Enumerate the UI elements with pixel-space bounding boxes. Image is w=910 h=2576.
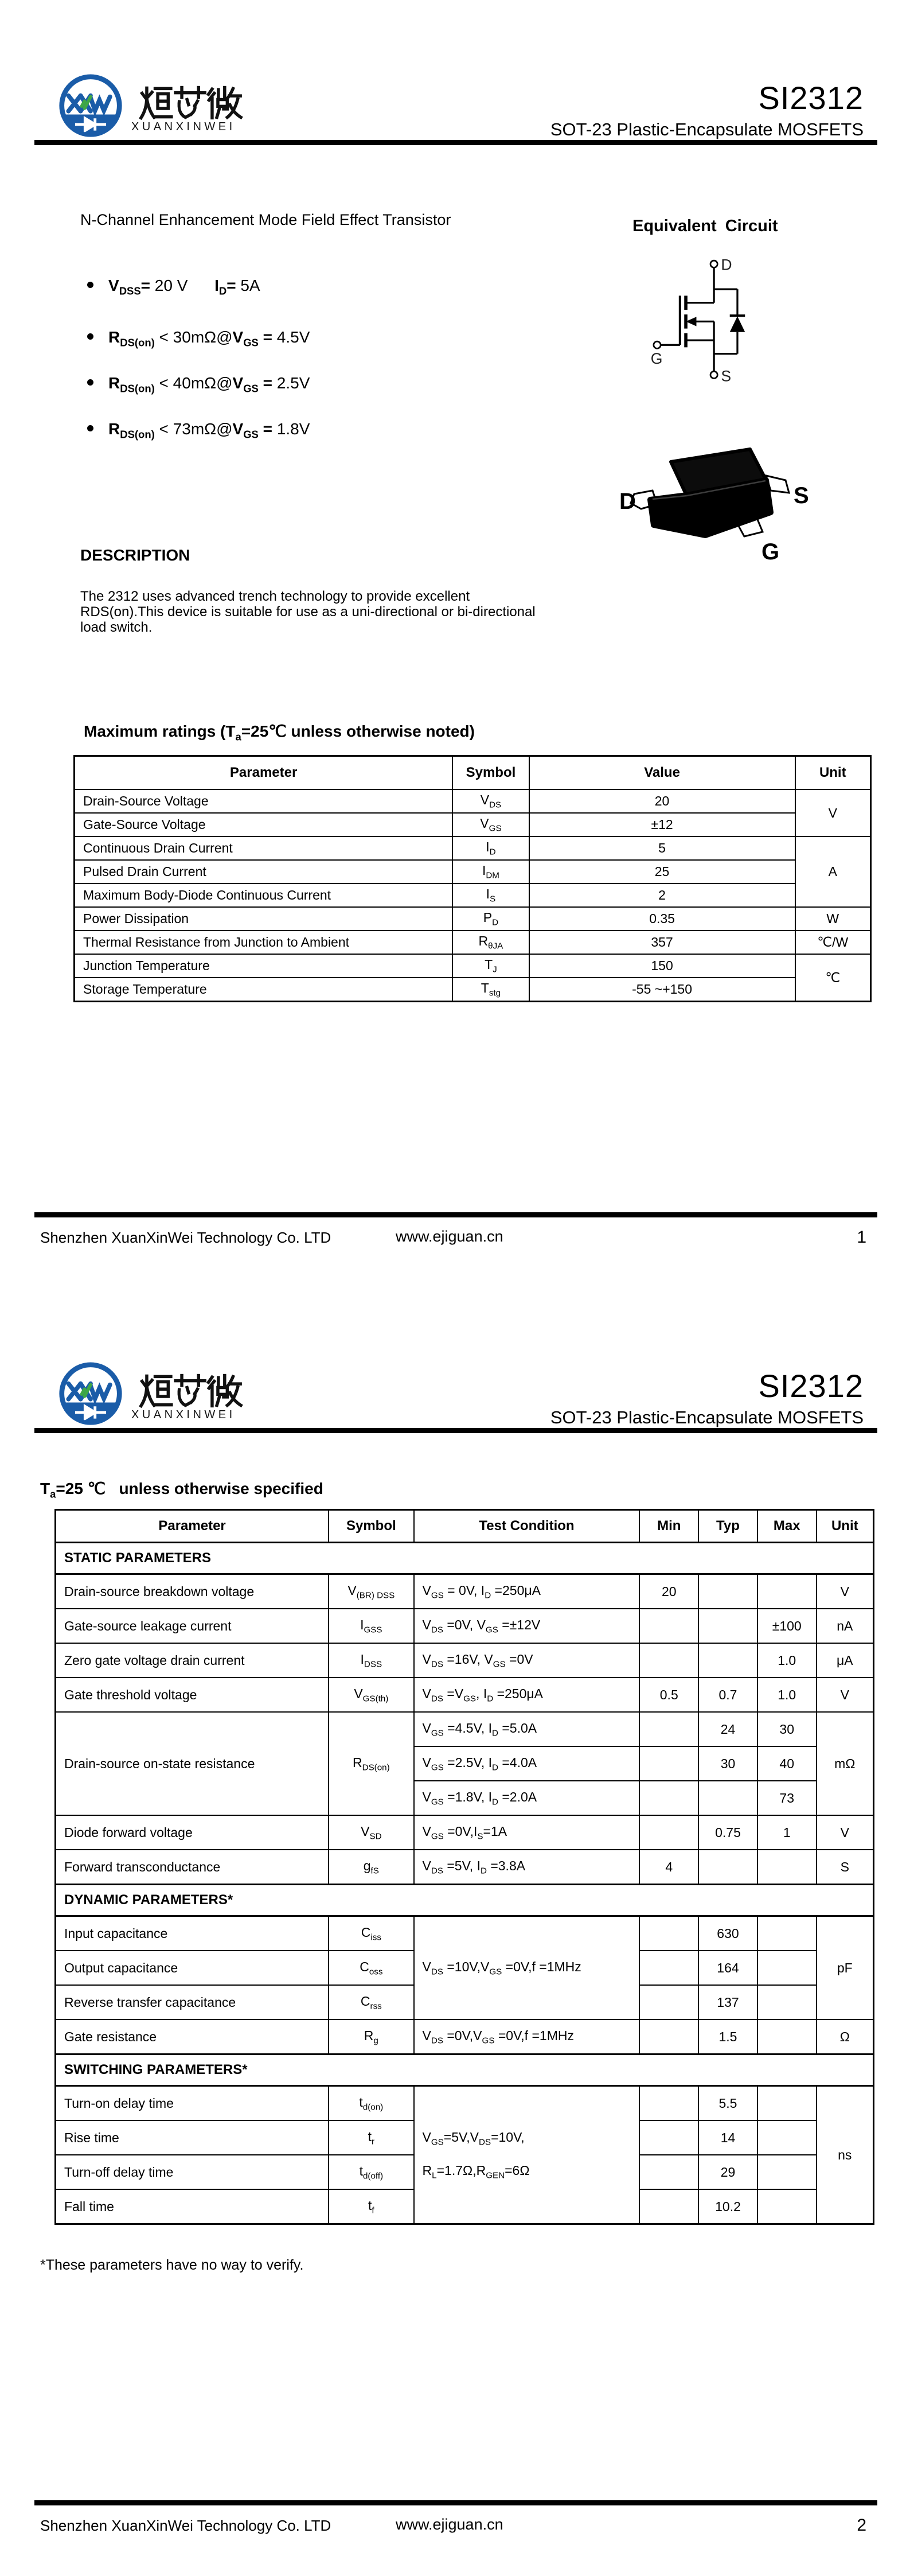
- package-photo: [618, 445, 816, 568]
- doc-subtitle: SOT-23 Plastic-Encapsulate MOSFETS: [550, 119, 864, 139]
- section-row-switching: SWITCHING PARAMETERS*: [56, 2054, 874, 2086]
- logo-en-text: XUANXINWEI: [131, 1408, 236, 1421]
- doc-subtitle: SOT-23 Plastic-Encapsulate MOSFETS: [550, 1407, 864, 1427]
- table-row: Gate-Source Voltage $V_{GS}$ ±12: [75, 813, 871, 836]
- bullet-dot-icon: [87, 282, 93, 288]
- col-unit: Unit: [795, 756, 871, 790]
- row-rdson-45: Drain-source on-state resistance $R_{DS(on)}$ $V_{GS} =4.5V$, $I_D =5.0A$ 24 30 mΩ: [56, 1712, 874, 1746]
- characteristics-table: [54, 1509, 874, 2225]
- max-ratings-title: Maximum ratings ($T_a=25℃$ unless otherwise noted): [84, 722, 475, 743]
- row-rdson-25: $V_{GS} =2.5V$, $I_D =4.0A$ 30 40: [56, 1746, 874, 1781]
- table-row: Continuous Drain Current $I_D$ 5 A: [75, 836, 871, 860]
- col-typ: Typ: [698, 1510, 757, 1543]
- col-value: Value: [529, 756, 795, 790]
- row-diode-forward-voltage: Diode forward voltage $V_{SD}$ $V_{GS} =0V,I_S=1A$ 0.75 1 V: [56, 1815, 874, 1850]
- row-fall-time: Fall time $t_f$ 10.2: [56, 2189, 874, 2224]
- max-ratings-table: [73, 755, 872, 1002]
- col-unit: Unit: [817, 1510, 874, 1543]
- feature-text: $R_{DS(on)}$ < $40m\Omega@V_{GS} = 2.5V$: [108, 374, 310, 395]
- feature-text: $V_{DSS}= 20$ V $I_D= 5A$: [108, 277, 260, 297]
- footer-page-number: 1: [857, 1228, 866, 1247]
- footer-rule: [34, 2500, 877, 2505]
- logo-cn-wordmark: [131, 85, 251, 120]
- table-header-row: [75, 756, 871, 790]
- brand-logo-icon: [57, 73, 124, 140]
- row-rdson-18: $V_{GS} =1.8V$, $I_D =2.0A$ 73: [56, 1781, 874, 1815]
- col-symbol: Symbol: [452, 756, 529, 790]
- circuit-gate-label: G: [650, 349, 663, 367]
- row-gate-resistance: Gate resistance $R_g$ $V_{DS} =0V,V_{GS} =0V,f =1MHz$ 1.5 Ω: [56, 2019, 874, 2054]
- feature-bullet: [87, 277, 260, 298]
- row-transconductance: Forward transconductance $g_{fS}$ $V_{DS} =5V$, $I_D =3.8A$ 4 S: [56, 1850, 874, 1885]
- footer-site-link[interactable]: www.ejiguan.cn: [396, 2516, 503, 2533]
- col-parameter: Parameter: [75, 756, 453, 790]
- logo-en-text: XUANXINWEI: [131, 120, 236, 133]
- table-row: Thermal Resistance from Junction to Ambient $R_{\theta JA}$ 357 ℃/W: [75, 931, 871, 954]
- footer-rule: [34, 1212, 877, 1217]
- package-drain-label: D: [619, 489, 636, 514]
- section-row-dynamic: DYNAMIC PARAMETERS*: [56, 1885, 874, 1916]
- brand-logo-icon: [57, 1361, 124, 1428]
- col-symbol: Symbol: [329, 1510, 413, 1543]
- feature-bullet: [87, 328, 310, 349]
- row-breakdown-voltage: Drain-source breakdown voltage $V_{(BR) DSS}$ $V_{GS} = 0V$, $I_D =250\mu A$ 20 V: [56, 1574, 874, 1609]
- table-row: Pulsed Drain Current $I_{DM}$ 25: [75, 860, 871, 884]
- description-text: The 2312 uses advanced trench technology to provide excellent RDS(on).This device is suitable for use as a uni-directional or bi-directional load switch.: [80, 589, 536, 635]
- footer-page-number: 2: [857, 2516, 866, 2535]
- table-row: Drain-Source Voltage $V_{DS}$ 20 V: [75, 789, 871, 813]
- header-rule: [34, 1428, 877, 1433]
- table-row: Junction Temperature $T_J$ 150 ℃: [75, 954, 871, 978]
- row-turn-on-delay: Turn-on delay time $t_{d(on)}$ $V_{GS}=5V,V_{DS}=10V$, $R_L=1.7\Omega,R_{GEN}=6\Omega$ 5.5 ns: [56, 2086, 874, 2121]
- row-reverse-capacitance: Reverse transfer capacitance $C_{rss}$ 137: [56, 1985, 874, 2019]
- section-row-static: STATIC PARAMETERS: [56, 1543, 874, 1574]
- table-row: Power Dissipation $P_D$ 0.35 W: [75, 907, 871, 931]
- col-test-condition: Test Condition: [414, 1510, 640, 1543]
- footer-company: Shenzhen XuanXinWei Technology Co. LTD: [40, 2517, 331, 2534]
- row-rise-time: Rise time $t_r$ 14: [56, 2120, 874, 2155]
- package-gate-label: G: [761, 539, 780, 565]
- col-parameter: Parameter: [56, 1510, 329, 1543]
- table-row: Storage Temperature $T_{stg}$ -55 ~+150: [75, 978, 871, 1002]
- row-input-capacitance: Input capacitance $C_{iss}$ $V_{DS} =10V,V_{GS} =0V,f =1MHz$ 630 pF: [56, 1916, 874, 1951]
- bullet-dot-icon: [87, 425, 93, 431]
- table-row: Maximum Body-Diode Continuous Current $I_S$ 2: [75, 884, 871, 907]
- col-max: Max: [757, 1510, 817, 1543]
- equivalent-circuit-title: Equivalent Circuit: [632, 217, 778, 235]
- feature-bullet: [87, 420, 310, 441]
- row-output-capacitance: Output capacitance $C_{oss}$ 164: [56, 1951, 874, 1985]
- feature-bullet: [87, 374, 310, 395]
- circuit-source-label: S: [721, 367, 732, 385]
- circuit-drain-label: D: [721, 257, 732, 274]
- col-min: Min: [639, 1510, 698, 1543]
- part-number: SI2312: [758, 1368, 864, 1404]
- condition-title: $T_a=25$ ℃ unless otherwise specified: [40, 1480, 323, 1500]
- feature-text: $R_{DS(on)}$ < $30m\Omega@V_{GS} = 4.5V$: [108, 328, 310, 349]
- row-zero-gate-current: Zero gate voltage drain current $I_{DSS}$ $V_{DS} =16V$, $V_{GS} =0V$ 1.0 μA: [56, 1643, 874, 1678]
- logo-cn-wordmark: [131, 1373, 251, 1408]
- row-turn-off-delay: Turn-off delay time $t_{d(off)}$ 29: [56, 2155, 874, 2189]
- row-gate-leakage: Gate-source leakage current $I_{GSS}$ $V_{DS} =0V$, $V_{GS} =\pm 12V$ ±100 nA: [56, 1609, 874, 1643]
- table-footnote: *These parameters have no way to verify.: [40, 2257, 304, 2273]
- part-number: SI2312: [758, 80, 864, 116]
- description-title: DESCRIPTION: [80, 546, 190, 564]
- footer-company: Shenzhen XuanXinWei Technology Co. LTD: [40, 1229, 331, 1246]
- package-source-label: S: [794, 483, 809, 508]
- intro-line: N-Channel Enhancement Mode Field Effect Transistor: [80, 211, 451, 228]
- row-threshold-voltage: Gate threshold voltage $V_{GS(th)}$ $V_{DS} =V_{GS}$, $I_D =250\mu A$ 0.5 0.7 1.0 V: [56, 1678, 874, 1712]
- footer-site-link[interactable]: www.ejiguan.cn: [396, 1228, 503, 1245]
- mosfet-circuit-diagram: [648, 257, 774, 392]
- table-header-row: [56, 1510, 874, 1543]
- bullet-dot-icon: [87, 379, 93, 386]
- bullet-dot-icon: [87, 333, 93, 340]
- feature-text: $R_{DS(on)}$ < $73m\Omega@V_{GS} = 1.8V$: [108, 420, 310, 441]
- header-rule: [34, 140, 877, 145]
